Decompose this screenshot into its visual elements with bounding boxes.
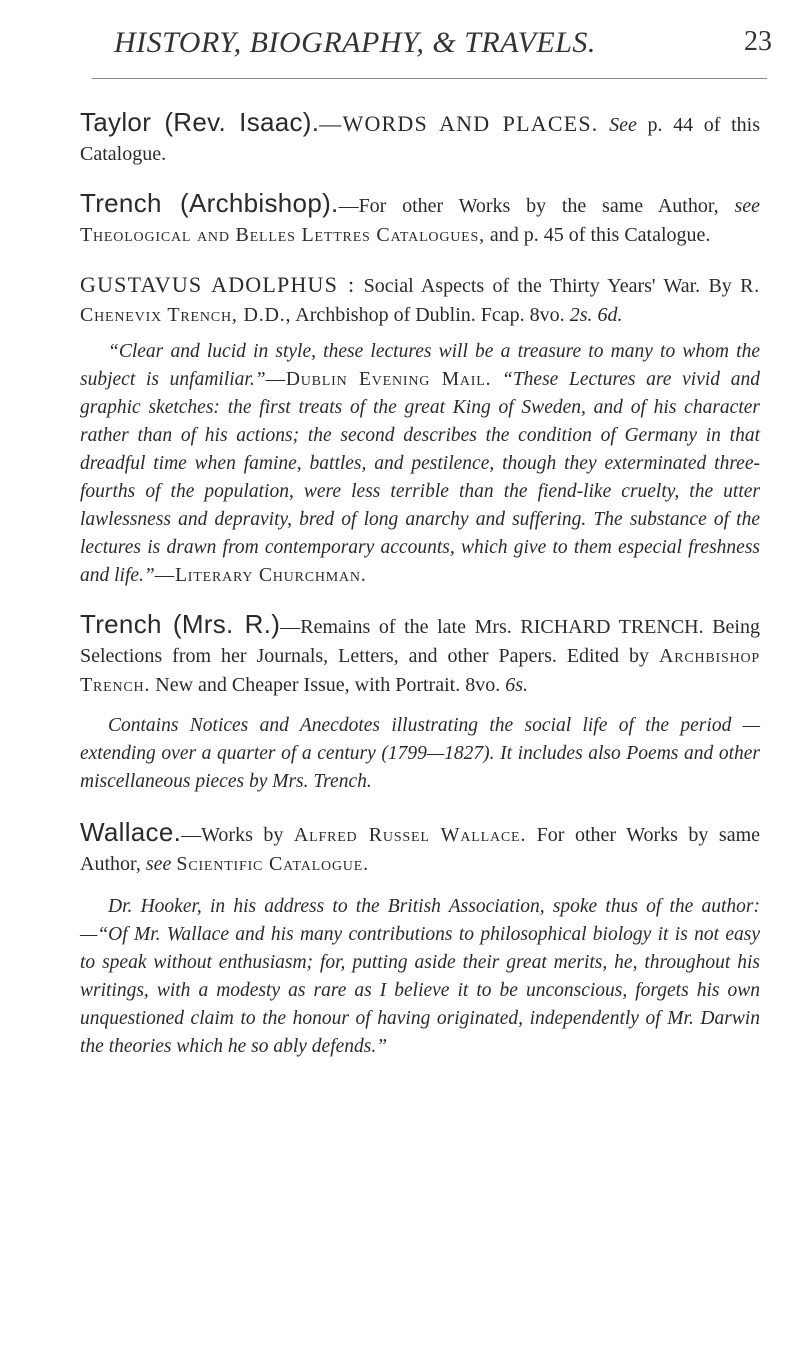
entry-trench-archbishop (80, 189, 760, 250)
entry-name: Taylor (Rev. Isaac). (80, 107, 320, 137)
review-quotes (80, 338, 760, 590)
entry-text: By (708, 275, 732, 297)
author-name: Alfred Russel Wallace. (293, 824, 527, 846)
review-quote: “These Lectures are vivid and graphic sketches: the first treats of the great King of Sweden, and of his character rather than of his actions; the second describes the condition of Germany in that dreadful time when famine, battles, and pestilence, though they exterminated three-fourths of the population, were less terrible than the fiend-like cruelty, the utter lawlessness and depravity, bred of long anarchy and suffering. The substance of the lectures is drawn from contemporary accounts, which give to them especial freshness and life.” (80, 369, 760, 586)
catalogue-reference: Scientific Catalogue. (176, 853, 369, 875)
catalogue-reference: Theological and Belles Lettres Catalogues, (80, 224, 485, 246)
book-title: GUSTAVUS ADOLPHUS : (80, 272, 356, 297)
entry-note: Dr. Hooker, in his address to the British Association, spoke thus of the author:—“Of Mr. Wallace and his many contributions to philosophical biology it is not easy to speak without enthusiasm; for, putting aside their great merits, he, throughout his writings, with a modesty as rare as I believe it to be unconscious, forgets his own unquestioned claim to the honour of having originated, independently of Mr. Darwin the theories which he so ably defends.” (80, 896, 760, 1057)
entry-title: —WORDS AND PLACES. (319, 111, 599, 136)
see-reference: see (145, 853, 172, 875)
author-name: R. Chenevix Trench, D.D., (80, 275, 761, 326)
entry-text: —Works by (181, 824, 284, 846)
entry-note: Contains Notices and Anecdotes illustrating the social life of the period —extending over a quarter of a century (1799—1827). It includes also Poems and other miscellaneous pieces by Mrs. Trench. (80, 715, 760, 792)
running-title: HISTORY, BIOGRAPHY, & TRAVELS. (114, 26, 596, 59)
entry-trench-mrs (80, 610, 760, 700)
editor-name: Archbishop Trench. (80, 645, 760, 696)
entry-text: Archbishop of Dublin. (295, 304, 476, 326)
see-reference: See (609, 114, 637, 136)
entry-name: Trench (Archbishop). (80, 188, 339, 218)
see-reference: see (734, 195, 760, 217)
page-number: 23 (744, 26, 772, 57)
book-subtitle: Social Aspects of the Thirty Years' War. (363, 275, 701, 297)
entry-text: p. 44 of this Catalogue. (80, 114, 760, 165)
review-source: —Dublin Evening Mail. (265, 369, 492, 390)
entry-text: —For other Works by the same Author, (338, 195, 719, 217)
entry-taylor (80, 108, 760, 169)
book-price: 2s. 6d. (569, 304, 623, 326)
review-quote: “Clear and lucid in style, these lectures will be a treasure to many to whom the subject is unfamiliar.” (80, 341, 760, 390)
entry-text: For other Works by same Author, (80, 824, 761, 875)
book-format: Fcap. 8vo. (480, 304, 565, 326)
entry-name: Wallace. (80, 817, 182, 847)
running-head (92, 24, 772, 68)
review-source: —Literary Churchman. (154, 565, 367, 586)
entry-gustavus-adolphus (80, 270, 760, 330)
book-price: 6s. (505, 674, 528, 696)
header-rule (92, 78, 767, 79)
entry-wallace (80, 818, 760, 879)
entry-name: Trench (Mrs. R.) (80, 609, 281, 639)
entry-text: —Remains of the late Mrs. RICHARD TRENCH. Being Selections from her Journals, Letters, and other Papers. Edited by (80, 616, 760, 667)
entry-text: and p. 45 of this Catalogue. (489, 224, 711, 246)
entry-text: New and Cheaper Issue, with Portrait. 8vo. (155, 674, 501, 696)
catalogue-entries (80, 108, 760, 1083)
